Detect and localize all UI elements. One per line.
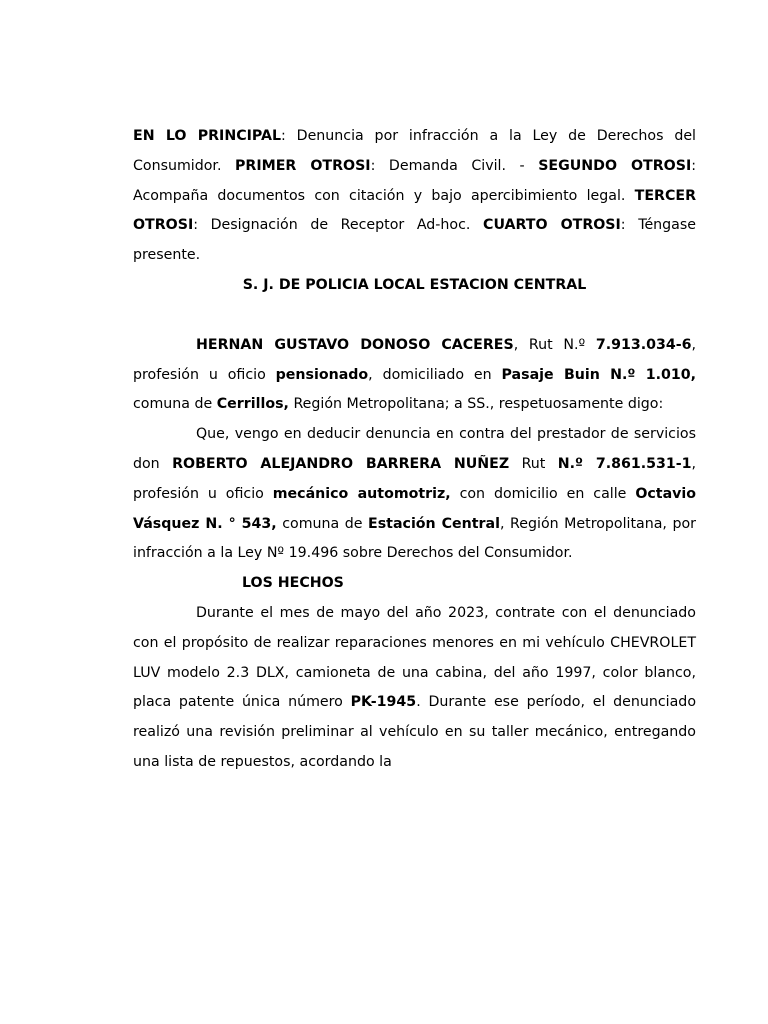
defendant-paragraph [133,420,696,569]
intro-text-4: : Designación de Receptor Ad-hoc. [193,217,484,234]
defendant-rut: N.º 7.861.531-1 [557,455,692,472]
plaintiff-text-2: , profesión u oficio [133,336,697,383]
plaintiff-rut: 7.913.034-6 [595,336,692,353]
defendant-name: ROBERTO ALEJANDRO BARRERA NUÑEZ [172,455,510,472]
facts-paragraph [133,599,696,778]
document-page [133,122,696,778]
intro-paragraph [133,122,696,271]
defendant-profession: mecánico automotriz, [272,485,451,502]
plaintiff-name: HERNAN GUSTAVO DONOSO CACERES [196,336,514,353]
plaintiff-paragraph [133,331,696,420]
defendant-text-2: Rut [509,455,558,472]
intro-text-1: : Denuncia por infracción a la Ley de Derechos del Consumidor. [133,128,696,174]
primer-otrosi-label: PRIMER OTROSI [235,157,371,174]
plaintiff-text-1: , Rut N.º [513,336,596,353]
cuarto-otrosi-label: CUARTO OTROSI [483,217,621,234]
defendant-text-1: Que, vengo en deducir denuncia en contra del prestador de servicios don [133,426,696,472]
defendant-comuna: Estación Central [368,515,500,532]
defendant-address: Octavio Vásquez N. ° 543, [133,485,696,532]
facts-text-1: Durante el mes de mayo del año 2023, contrate con el denunciado con el propósito de realizar reparaciones menores en mi vehículo CHEVROLET LUV modelo 2.3 DLX, camioneta de una cabina, del año 1997, color blanco, placa patente única número [133,604,696,711]
court-heading-text: S. J. DE POLICIA LOCAL ESTACION CENTRAL [242,276,587,293]
en-lo-principal-label: EN LO PRINCIPAL [133,128,282,144]
plaintiff-comuna: Cerrillos, [216,396,289,413]
plaintiff-address: Pasaje Buin N.º 1.010, [501,366,696,383]
plaintiff-text-4: comuna de [133,396,217,413]
plaintiff-profession: pensionado [275,366,369,383]
intro-text-2: : Demanda Civil. - [370,157,539,174]
defendant-text-3: , profesión u oficio [133,455,696,502]
plaintiff-text-3: , domiciliado en [368,366,502,383]
tercer-otrosi-label: TERCER OTROSI [133,187,696,234]
defendant-text-4: con domicilio en calle [450,485,636,502]
hechos-heading-text: LOS HECHOS [242,575,344,592]
intro-text-5: : Téngase presente. [133,217,696,264]
plaintiff-text-5: Región Metropolitana; a SS., respetuosamente digo: [288,396,664,413]
segundo-otrosi-label: SEGUNDO OTROSI [538,157,692,174]
defendant-text-5: comuna de [276,515,369,532]
spacer [133,301,696,331]
defendant-text-6: , Región Metropolitana, por infracción a la Ley Nº 19.496 sobre Derechos del Consumidor. [133,515,697,562]
court-heading [133,271,696,301]
intro-text-3: : Acompaña documentos con citación y bajo apercibimiento legal. [133,157,696,204]
vehicle-plate: PK-1945 [350,694,417,711]
hechos-heading [133,569,696,599]
facts-text-2: . Durante ese período, el denunciado realizó una revisión preliminar al vehículo en su taller mecánico, entregando una lista de repuestos, acordando la [133,694,696,770]
